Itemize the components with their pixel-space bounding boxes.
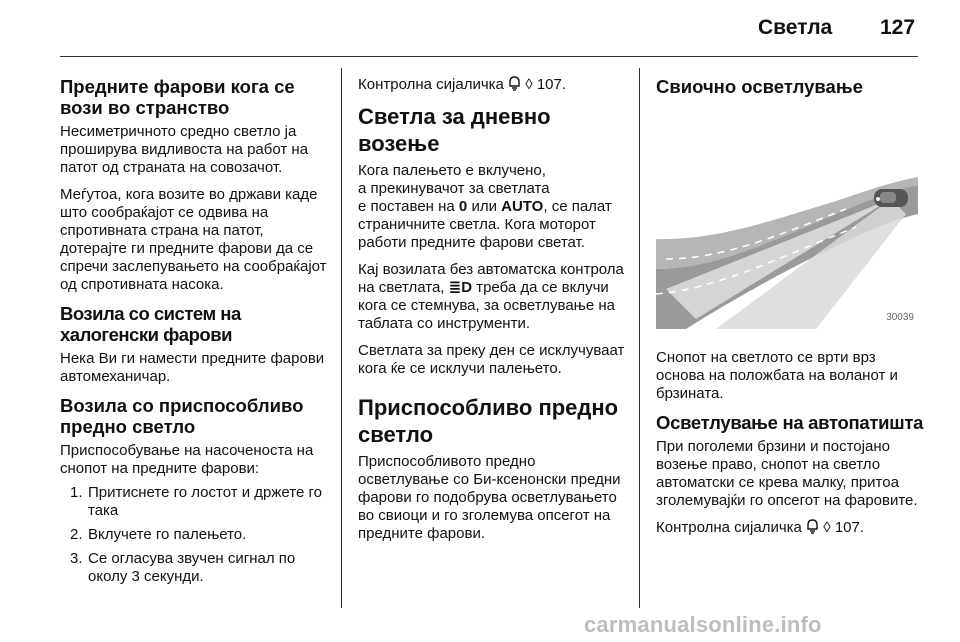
low-beam-icon: ≣D: [448, 279, 473, 296]
step-number: 2.: [70, 526, 83, 543]
column-3: [656, 76, 924, 546]
list-item: [60, 550, 328, 586]
switch-position-zero: 0: [458, 198, 468, 215]
paragraph: Приспособување на насоченоста на снопот на предните фарови:: [60, 442, 314, 477]
cornering-light-illustration: [656, 119, 918, 329]
heading-halogen: Возила со систем на халогенски фарови: [60, 303, 241, 345]
paragraph: Кога палењето е вклучено, а прекинувачот за светлата е поставен на 0 или AUTO, се палат страничните светла. Кога моторот работи предните фарови светат.: [358, 162, 612, 251]
step-number: 1.: [70, 484, 83, 501]
steps-list: [60, 484, 328, 586]
warning-lamp-icon: [508, 76, 521, 91]
switch-position-auto: AUTO: [501, 198, 544, 215]
step-text: Се огласува звучен сигнал по околу 3 секунди.: [88, 550, 296, 585]
paragraph: Кај возилата без автоматска контрола на светлата, ≣D треба да се вклучи кога се стемнува, за осветлување на таблата со инструменти.: [358, 261, 624, 332]
list-item: [60, 484, 328, 520]
page-reference: 107.: [834, 519, 865, 536]
paragraph: При поголеми брзини и постојано возење право, снопот на светло автоматски се крева малку, притоа зголемувајќи го опсегот на фаровите.: [656, 438, 918, 509]
column-divider-2: [639, 68, 640, 608]
column-1: [60, 76, 328, 592]
heading-daytime-running-lights: Светла за дневно возење: [358, 104, 551, 156]
paragraph: Меѓутоа, кога возите во држави каде што сообраќајот се одвива на спротивната страна на патот, дотерајте ги предните фарови да се спречи заслепувањето на сообраќајот од спротивната насока.: [60, 186, 327, 293]
paragraph: Нека Ви ги намести предните фарови автомеханичар.: [60, 350, 325, 385]
step-text: Притиснете го лостот и држете го така: [88, 484, 322, 519]
warning-lamp-icon: [806, 519, 819, 534]
header-divider: [60, 56, 918, 57]
paragraph: Светлата за преку ден се исклучуваат кога ќе се исклучи палењето.: [358, 342, 625, 377]
figure-number: 30039: [886, 312, 914, 323]
column-2: [358, 76, 628, 552]
control-indicator-reference: Контролна сијаличка ◊ 107.: [358, 76, 567, 93]
list-item: [60, 526, 328, 544]
step-number: 3.: [70, 550, 83, 567]
heading-cornering-light: Свиочно осветлување: [656, 76, 863, 97]
watermark: carmanualsonline.info: [584, 612, 822, 637]
paragraph: Снопот на светлото се врти врз основа на положбата на воланот и брзината.: [656, 349, 898, 402]
page-reference-arrow-icon: ◊: [823, 519, 831, 536]
page-title: Светла: [758, 16, 833, 39]
heading-adaptive-forward-lighting: Приспособливо предно светло: [358, 395, 619, 447]
heading-adaptive-light: Возила со приспособливо предно светло: [60, 395, 304, 437]
paragraph: Приспособливото предно осветлување со Би-ксенонски предни фарови го подобрува осветлувањето во свиоци и го зголемува опсегот на предните фарови.: [358, 453, 621, 542]
page-reference: 107.: [536, 76, 567, 93]
page-reference-arrow-icon: ◊: [525, 76, 533, 93]
paragraph: Несиметричното средно светло ја проширува видливоста на работ на патот од страната на совозачот.: [60, 123, 309, 176]
control-indicator-reference: Контролна сијаличка ◊ 107.: [656, 519, 865, 536]
heading-front-headlights-abroad: Предните фарови кога се вози во странство: [60, 76, 295, 118]
road-curve-image: [656, 119, 918, 329]
page-number: 127: [880, 16, 916, 39]
step-text: Вклучете го палењето.: [88, 526, 247, 543]
column-divider-1: [341, 68, 342, 608]
heading-motorway-light: Осветлување на автопатишта: [656, 412, 924, 433]
